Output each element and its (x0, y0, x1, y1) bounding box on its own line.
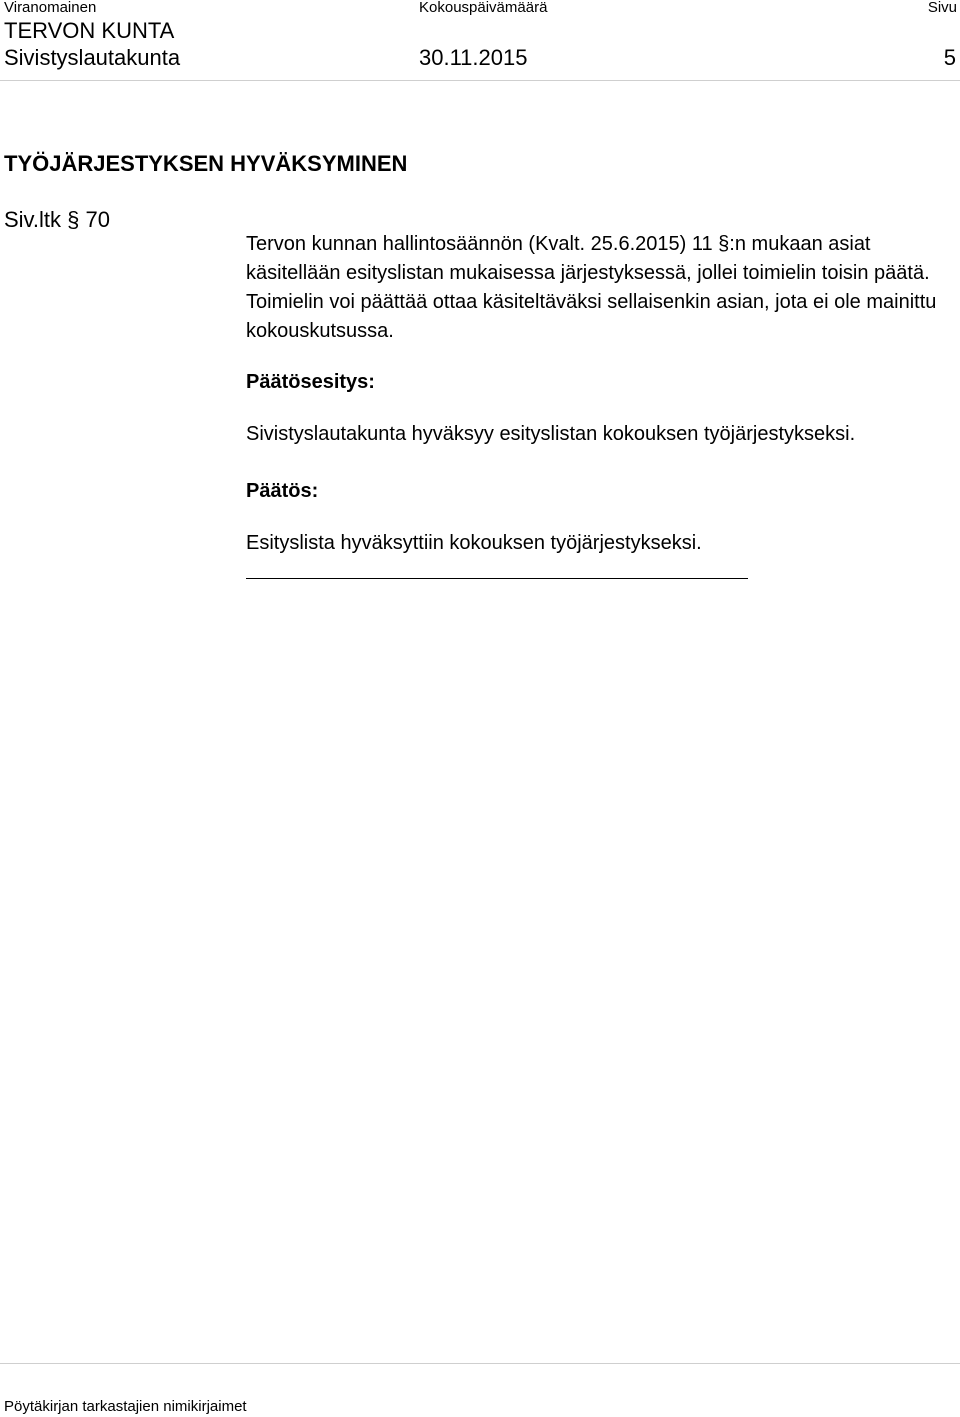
footer-initials-label: Pöytäkirjan tarkastajien nimikirjaimet (4, 1398, 247, 1415)
decision-text: Esityslista hyväksyttiin kokouksen työjärjestykseksi. (246, 532, 702, 554)
proposal-heading: Päätösesitys: (246, 371, 375, 393)
section-end-rule (246, 578, 748, 579)
meeting-date: 30.11.2015 (419, 45, 528, 70)
page-number: 5 (943, 45, 956, 70)
document-title: TYÖJÄRJESTYKSEN HYVÄKSYMINEN (4, 151, 408, 176)
header-date-label: Kokouspäivämäärä (419, 0, 548, 16)
organization-name: TERVON KUNTA (4, 18, 175, 43)
header-page-label: Sivu (927, 0, 957, 16)
authority-name: Sivistyslautakunta (4, 45, 181, 70)
proposal-text: Sivistyslautakunta hyväksyy esityslistan kokouksen työjärjestykseksi. (246, 423, 856, 445)
decision-heading: Päätös: (246, 480, 319, 502)
section-reference: Siv.ltk § 70 (4, 207, 110, 232)
intro-paragraph: Tervon kunnan hallintosäännön (Kvalt. 25.6.2015) 11 §:n mukaan asiat käsitellään esityslistan mukaisessa järjestyksessä, jollei toimielin toisin päätä. Toimielin voi päättää ottaa käsiteltäväksi sellaisenkin asian, jota ei ole mainittu kokouskutsussa. (246, 233, 937, 342)
header-author-label: Viranomainen (4, 0, 97, 16)
header-divider (0, 80, 960, 81)
footer-divider (0, 1363, 960, 1364)
